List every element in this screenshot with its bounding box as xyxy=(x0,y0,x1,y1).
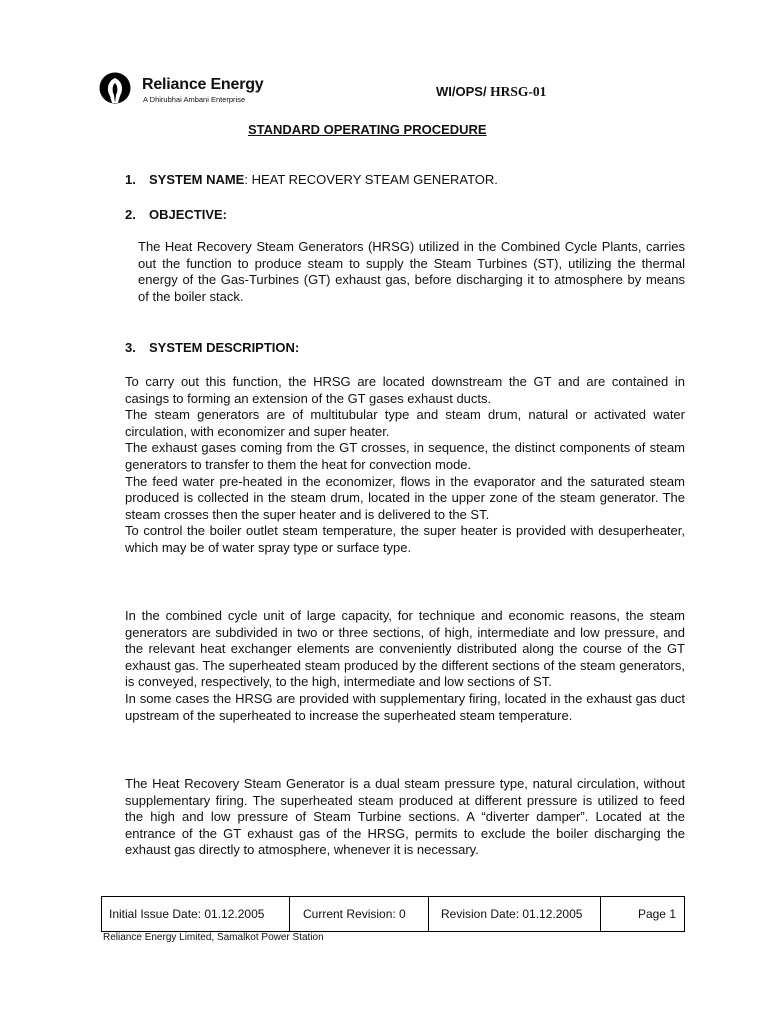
company-logo xyxy=(99,72,279,106)
final-paragraph-block xyxy=(125,776,685,859)
page-number: Page 1 xyxy=(637,907,676,921)
section-title: SYSTEM NAME xyxy=(149,172,245,187)
description-paragraph: To carry out this function, the HRSG are located downstream the GT and are contained in casings to forming an extension of the GT gases exhaust ducts. xyxy=(125,374,685,406)
current-revision: Current Revision: 0 xyxy=(303,907,406,921)
objective-text: The Heat Recovery Steam Generators (HRSG) utilized in the Combined Cycle Plants, carries out the function to produce steam to supply the Steam Turbines (ST), utilizing the thermal energy of the Gas-Turbines (GT) exhaust gas, before discharging it to atmosphere by means of the boiler stack. xyxy=(138,239,685,304)
document-prefix: WI/OPS/ xyxy=(436,84,491,99)
section-number: 1. xyxy=(125,172,136,187)
description-paragraph: The steam generators are of multitubular type and steam drum, natural or activated water circulation, with economizer and super heater. xyxy=(125,407,685,439)
objective-paragraph xyxy=(138,239,685,305)
description-paragraph: To control the boiler outlet steam temperature, the super heater is provided with desuperheater, which may be of water spray type or surface type. xyxy=(125,523,685,555)
description-paragraph: The exhaust gases coming from the GT crosses, in sequence, the distinct components of steam generators to transfer to them the heat for convection mode. xyxy=(125,440,685,472)
section-number: 3. xyxy=(125,340,136,355)
final-paragraph: The Heat Recovery Steam Generator is a dual steam pressure type, natural circulation, without supplementary firing. The superheated steam produced at different pressure is utilized to feed the high and low pressure of Steam Turbine sections. A “diverter damper”. Located at the entrance of the GT exhaust gas of the HRSG, permits to exclude the boiler discharging the exhaust gas directly to atmosphere, whenever it is necessary. xyxy=(125,776,685,858)
logo-company-name: Reliance Energy xyxy=(142,76,264,93)
reliance-logo-icon xyxy=(99,72,131,104)
section-3-heading xyxy=(125,340,299,355)
logo-tagline: A Dhirubhai Ambani Enterprise xyxy=(143,95,246,104)
initial-issue-date: Initial Issue Date: 01.12.2005 xyxy=(109,907,265,921)
combined-cycle-paragraph: In the combined cycle unit of large capacity, for technique and economic reasons, the steam generators are subdivided in two or three sections, of high, intermediate and low pressure, and the relevant heat exchanger elements are conveniently distributed along the course of the GT exhaust gas. The superheated steam produced by the different sections of the steam generators, is conveyed, respectively, to the high, intermediate and low sections of ST. xyxy=(125,608,685,690)
revision-date-cell xyxy=(429,897,601,931)
section-title: OBJECTIVE: xyxy=(149,207,228,222)
system-name-value: : HEAT RECOVERY STEAM GENERATOR. xyxy=(244,172,498,187)
revision-date: Revision Date: 01.12.2005 xyxy=(441,907,583,921)
description-paragraph: The feed water pre-heated in the economizer, flows in the evaporator and the saturated steam produced is collected in the steam drum, located in the upper zone of the steam generator. The steam crosses then the super heater and is delivered to the ST. xyxy=(125,473,685,522)
page-number-cell xyxy=(601,897,684,931)
system-description-block xyxy=(125,374,685,557)
document-code: HRSG-01 xyxy=(490,84,547,99)
document-number xyxy=(436,84,546,100)
section-1-heading xyxy=(125,172,498,187)
revision-footer-table xyxy=(101,896,685,932)
page-title: STANDARD OPERATING PROCEDURE xyxy=(248,122,487,137)
company-footer-text: Reliance Energy Limited, Samalkot Power Station xyxy=(103,932,324,943)
current-revision-cell xyxy=(290,897,429,931)
section-2-heading xyxy=(125,207,227,222)
section-title: SYSTEM DESCRIPTION: xyxy=(149,340,300,355)
combined-cycle-block xyxy=(125,608,685,724)
combined-cycle-paragraph: In some cases the HRSG are provided with supplementary firing, located in the exhaust gas duct upstream of the superheated to increase the superheated steam temperature. xyxy=(125,690,685,723)
section-number: 2. xyxy=(125,207,136,222)
initial-issue-cell xyxy=(102,897,290,931)
